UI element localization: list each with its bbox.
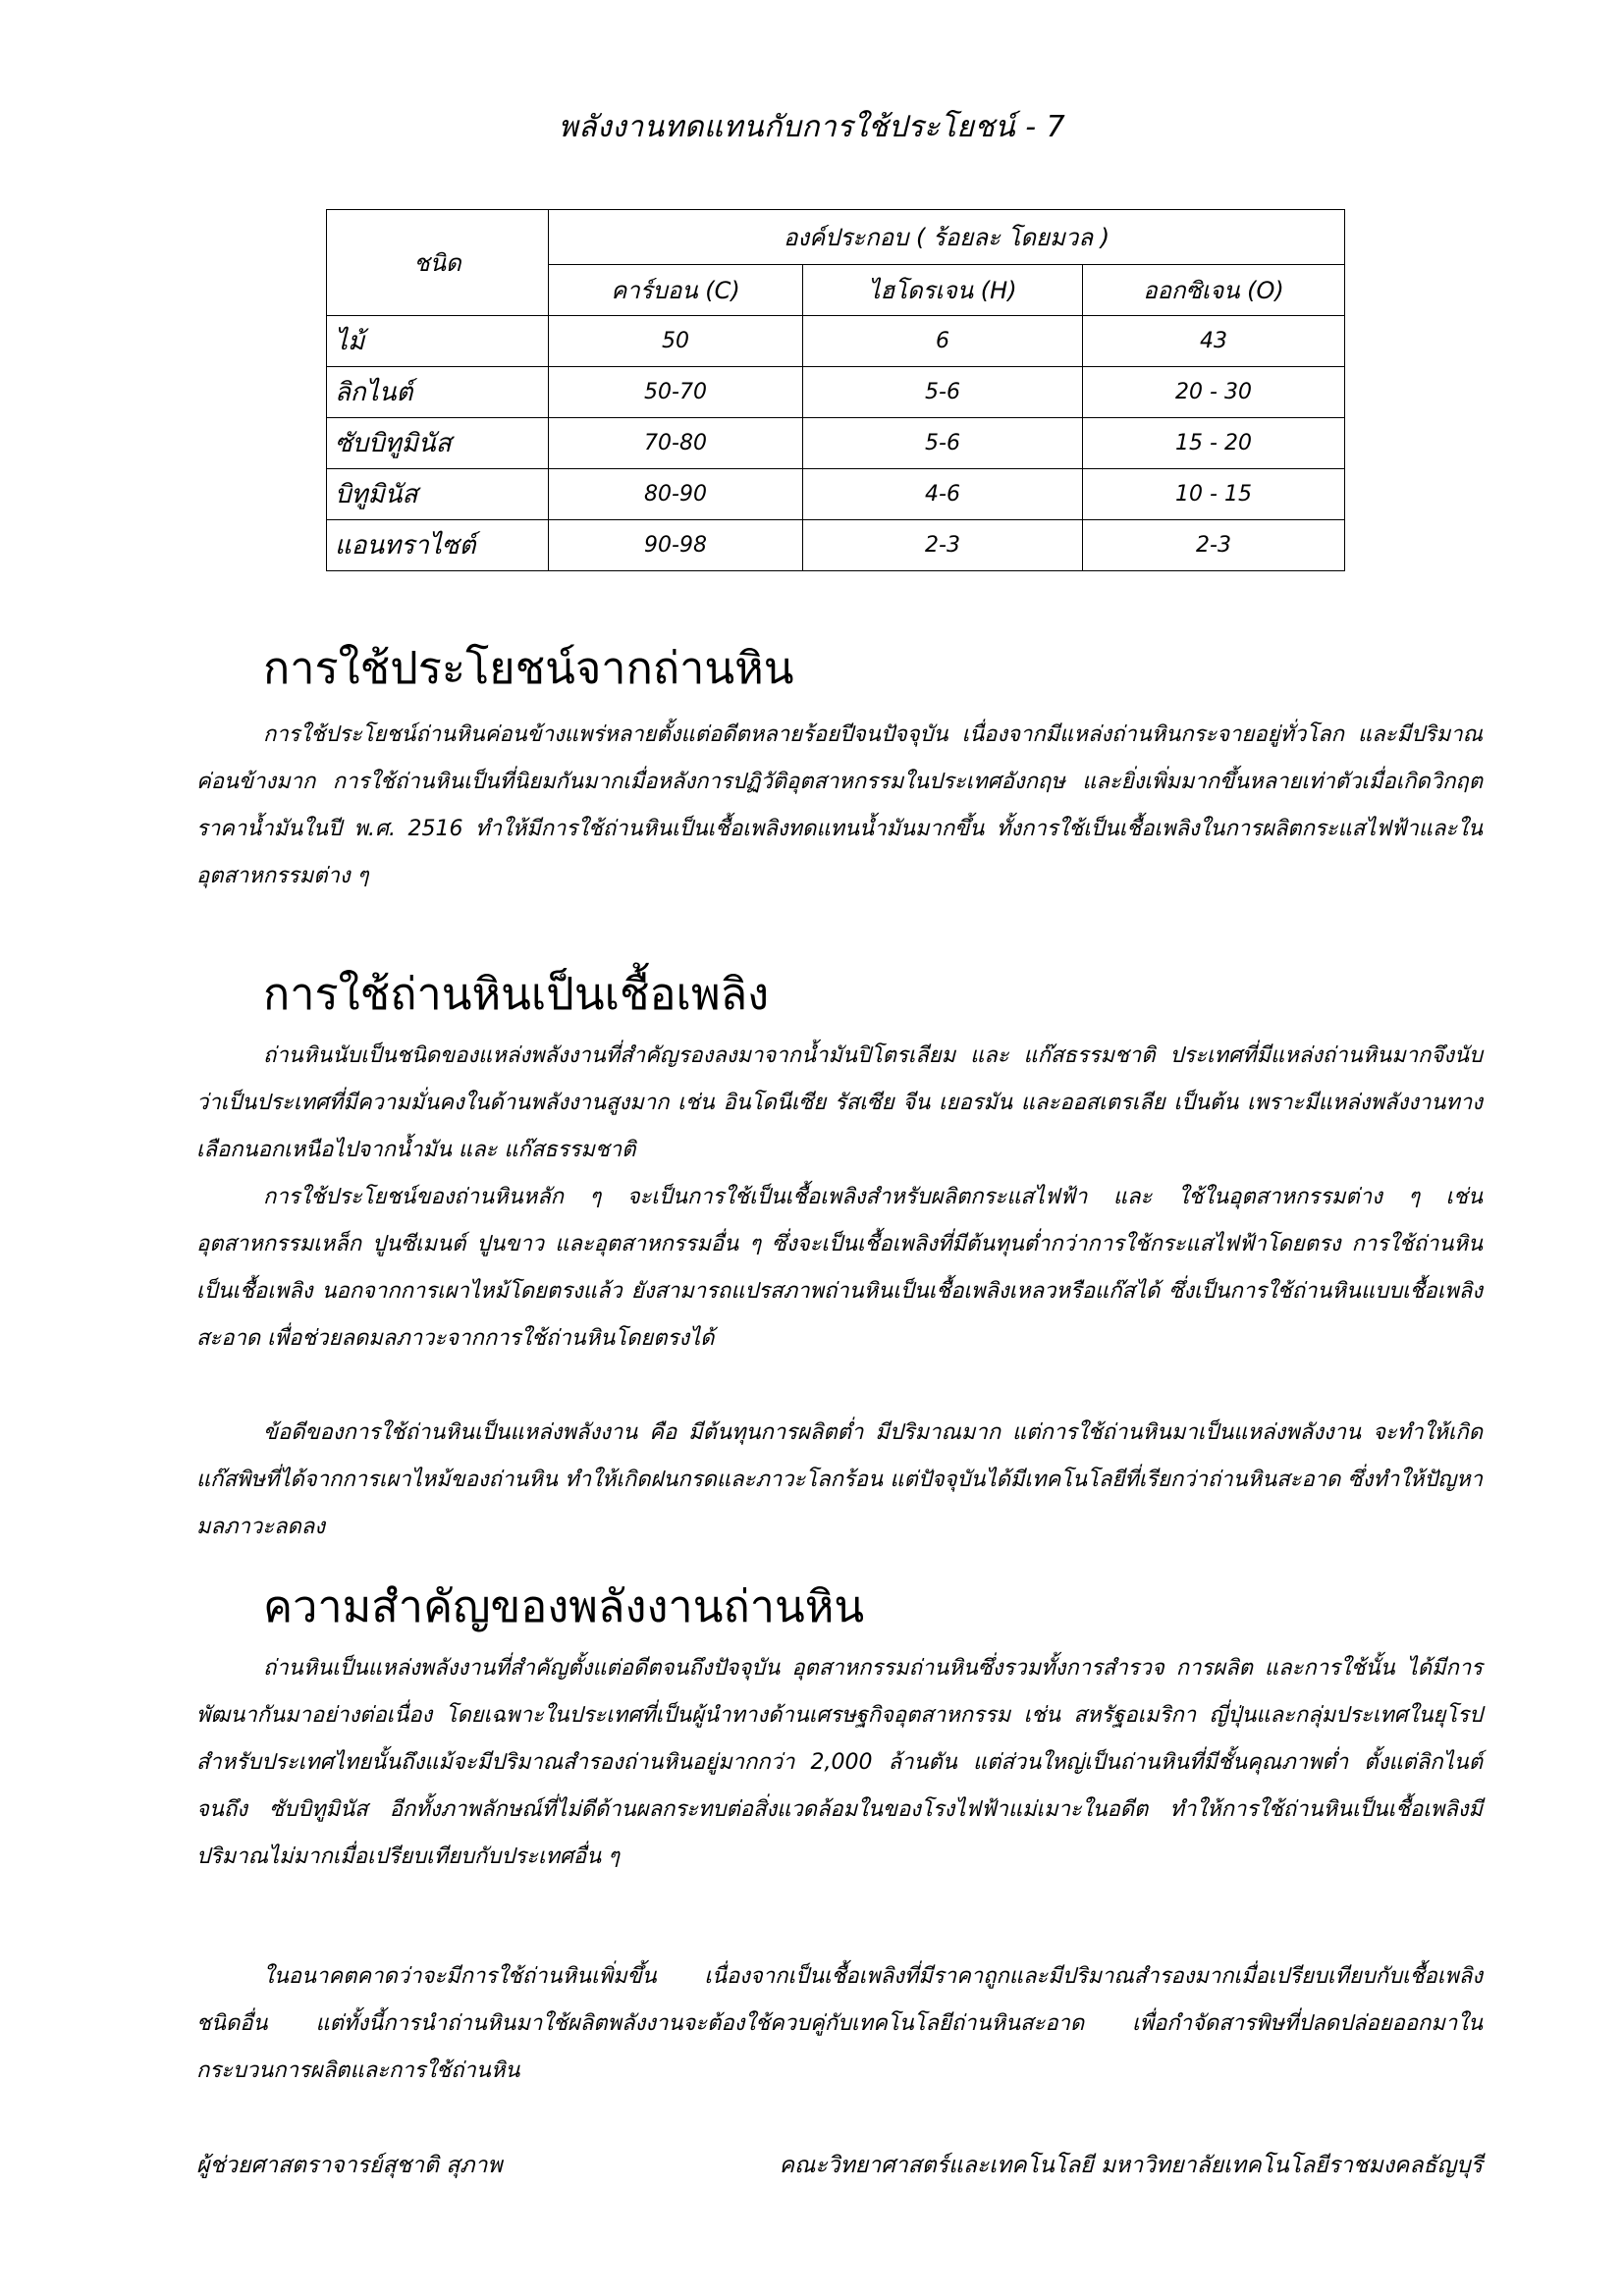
- coal-type-cell: ซับบิทูมินัส: [327, 418, 549, 469]
- hydrogen-cell: 6: [803, 316, 1083, 367]
- oxygen-cell: 20 - 30: [1083, 367, 1345, 418]
- footer-author: ผู้ช่วยศาสตราจารย์สุชาติ สุภาพ: [196, 2153, 503, 2178]
- coal-type-cell: ไม้: [327, 316, 549, 367]
- table-header-type: ชนิด: [327, 210, 549, 316]
- table-header-hydrogen: ไฮโดรเจน (H): [803, 265, 1083, 316]
- section-title-coal-as-fuel: การใช้ถ่านหินเป็นเชื้อเพลิง: [263, 968, 770, 1020]
- carbon-cell: 70-80: [549, 418, 803, 469]
- paragraph-coal-advantages: ข้อดีของการใช้ถ่านหินเป็นแหล่งพลังงาน คือ มีต้นทุนการผลิตต่ำ มีปริมาณมาก แต่การใช้ถ่านหินมาเป็นแหล่งพลังงาน จะทำให้เกิดแก๊สพิษที่ได้จากการเผาไหม้ของถ่านหิน ทำให้เกิดฝนกรดและภาวะโลกร้อน แต่ปัจจุบันได้มีเทคโนโลยีที่เรียกว่าถ่านหินสะอาด ซึ่งทำให้ปัญหามลภาวะลดลง: [196, 1420, 1483, 1539]
- paragraph-coal-future: ในอนาคตคาดว่าจะมีการใช้ถ่านหินเพิ่มขึ้น เนื่องจากเป็นเชื้อเพลิงที่มีราคาถูกและมีปริมาณสำรองมากเมื่อเปรียบเทียบกับเชื้อเพลิงชนิดอื่น แต่ทั้งนี้การนำถ่านหินมาใช้ผลิตพลังงานจะต้องใช้ควบคู่กับเทคโนโลยีถ่านหินสะอาด เพื่อกำจัดสารพิษที่ปลดปล่อยออกมาในกระบวนการผลิตและการใช้ถ่านหิน: [196, 1964, 1483, 2083]
- running-header: พลังงานทดแทนกับการใช้ประโยชน์ - 7: [558, 110, 1066, 144]
- table-row: [327, 520, 1345, 571]
- table-header-composition: องค์ประกอบ ( ร้อยละ โดยมวล ): [549, 210, 1345, 265]
- paragraph-coal-fuel-uses: การใช้ประโยชน์ของถ่านหินหลัก ๆ จะเป็นการใช้เป็นเชื้อเพลิงสำหรับผลิตกระแสไฟฟ้า และ ใช้ในอุตสาหกรรมต่าง ๆ เช่น อุตสาหกรรมเหล็ก ปูนซีเมนต์ ปูนขาว และอุตสาหกรรมอื่น ๆ ซึ่งจะเป็นเชื้อเพลิงที่มีต้นทุนต่ำกว่าการใช้กระแสไฟฟ้าโดยตรง การใช้ถ่านหินเป็นเชื้อเพลิง นอกจากการเผาไหม้โดยตรงแล้ว ยังสามารถแปรสภาพถ่านหินเป็นเชื้อเพลิงเหลวหรือแก๊สได้ ซึ่งเป็นการใช้ถ่านหินแบบเชื้อเพลิงสะอาด เพื่อช่วยลดมลภาวะจากการใช้ถ่านหินโดยตรงได้: [196, 1185, 1483, 1351]
- paragraph-coal-importance: ถ่านหินเป็นแหล่งพลังงานที่สำคัญตั้งแต่อดีตจนถึงปัจจุบัน อุตสาหกรรมถ่านหินซึ่งรวมทั้งการสำรวจ การผลิต และการใช้นั้น ได้มีการพัฒนากันมาอย่างต่อเนื่อง โดยเฉพาะในประเทศที่เป็นผู้นำทางด้านเศรษฐกิจอุตสาหกรรม เช่น สหรัฐอเมริกา ญี่ปุ่นและกลุ่มประเทศในยุโรป สำหรับประเทศไทยนั้นถึงแม้จะมีปริมาณสำรองถ่านหินอยู่มากกว่า 2,000 ล้านตัน แต่ส่วนใหญ่เป็นถ่านหินที่มีชั้นคุณภาพต่ำ ตั้งแต่ลิกไนต์ จนถึง ซับบิทูมินัส อีกทั้งภาพลักษณ์ที่ไม่ดีด้านผลกระทบต่อสิ่งแวดล้อมในของโรงไฟฟ้าแม่เมาะในอดีต ทำให้การใช้ถ่านหินเป็นเชื้อเพลิงมีปริมาณไม่มากเมื่อเปรียบเทียบกับประเทศอื่น ๆ: [196, 1656, 1483, 1869]
- coal-type-cell: แอนทราไซต์: [327, 520, 549, 571]
- table-row: [327, 418, 1345, 469]
- section-title-coal-utilization: การใช้ประโยชน์จากถ่านหิน: [263, 642, 794, 694]
- paragraph-coal-energy-source: ถ่านหินนับเป็นชนิดของแหล่งพลังงานที่สำคัญรองลงมาจากน้ำมันปิโตรเลียม และ แก๊สธรรมชาติ ประเทศที่มีแหล่งถ่านหินมากจึงนับว่าเป็นประเทศที่มีความมั่นคงในด้านพลังงานสูงมาก เช่น อินโดนีเซีย รัสเซีย จีน เยอรมัน และออสเตรเลีย เป็นต้น เพราะมีแหล่งพลังงานทางเลือกนอกเหนือไปจากน้ำมัน และ แก๊สธรรมชาติ: [196, 1043, 1483, 1162]
- table-header-oxygen: ออกซิเจน (O): [1083, 265, 1345, 316]
- carbon-cell: 50: [549, 316, 803, 367]
- hydrogen-cell: 2-3: [803, 520, 1083, 571]
- coal-composition-table: [326, 209, 1345, 571]
- page-footer: [196, 2148, 1483, 2183]
- oxygen-cell: 2-3: [1083, 520, 1345, 571]
- carbon-cell: 90-98: [549, 520, 803, 571]
- carbon-cell: 50-70: [549, 367, 803, 418]
- oxygen-cell: 43: [1083, 316, 1345, 367]
- table-row: [327, 367, 1345, 418]
- oxygen-cell: 15 - 20: [1083, 418, 1345, 469]
- table-row: [327, 469, 1345, 520]
- table-row: [327, 316, 1345, 367]
- coal-type-cell: ลิกไนต์: [327, 367, 549, 418]
- section-title-coal-importance: ความสำคัญของพลังงานถ่านหิน: [263, 1580, 865, 1632]
- carbon-cell: 80-90: [549, 469, 803, 520]
- paragraph-coal-utilization: การใช้ประโยชน์ถ่านหินค่อนข้างแพร่หลายตั้งแต่อดีตหลายร้อยปีจนปัจจุบัน เนื่องจากมีแหล่งถ่านหินกระจายอยู่ทั่วโลก และมีปริมาณค่อนข้างมาก การใช้ถ่านหินเป็นที่นิยมกันมากเมื่อหลังการปฏิวัติอุตสาหกรรมในประเทศอังกฤษ และยิ่งเพิ่มมากขึ้นหลายเท่าตัวเมื่อเกิดวิกฤตราคาน้ำมันในปี พ.ศ. 2516 ทำให้มีการใช้ถ่านหินเป็นเชื้อเพลิงทดแทนน้ำมันมากขึ้น ทั้งการใช้เป็นเชื้อเพลิงในการผลิตกระแสไฟฟ้าและในอุตสาหกรรมต่าง ๆ: [196, 722, 1483, 888]
- coal-type-cell: บิทูมินัส: [327, 469, 549, 520]
- table-header-carbon: คาร์บอน (C): [549, 265, 803, 316]
- oxygen-cell: 10 - 15: [1083, 469, 1345, 520]
- hydrogen-cell: 5-6: [803, 418, 1083, 469]
- hydrogen-cell: 5-6: [803, 367, 1083, 418]
- hydrogen-cell: 4-6: [803, 469, 1083, 520]
- footer-affiliation: คณะวิทยาศาสตร์และเทคโนโลยี มหาวิทยาลัยเทคโนโลยีราชมงคลธัญบุรี: [779, 2153, 1483, 2178]
